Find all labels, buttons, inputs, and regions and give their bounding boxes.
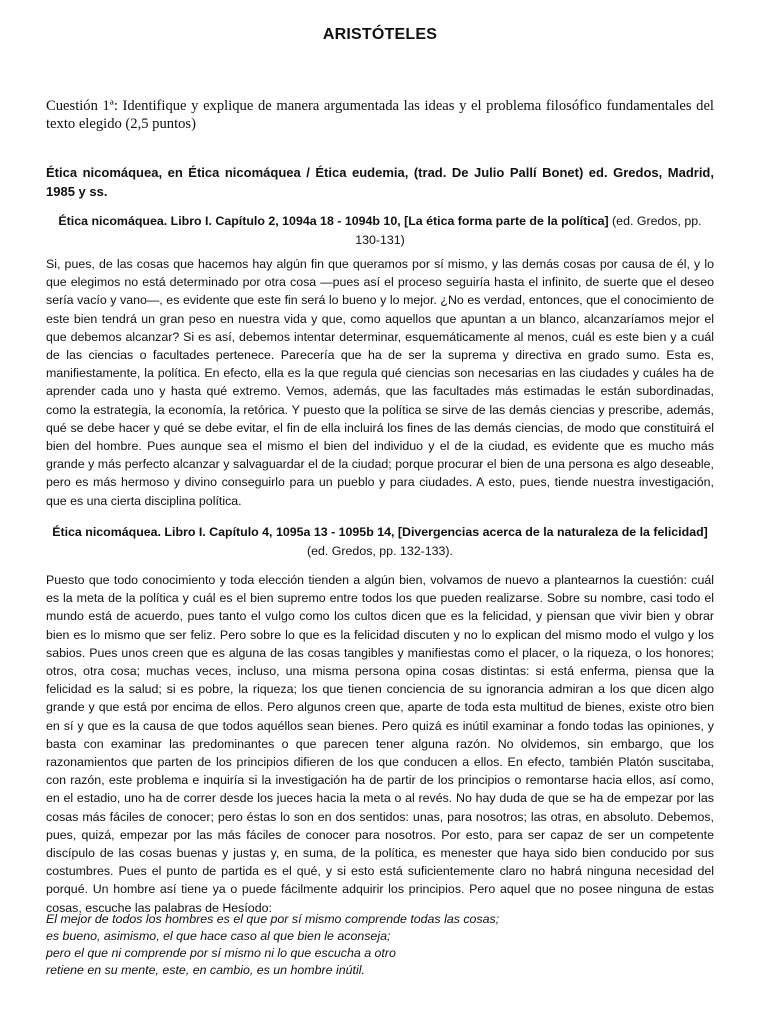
section1-heading-ref: (ed. Gredos, pp. 130-131): [355, 214, 702, 247]
bibliography-reference: Ética nicomáquea, en Ética nicomáquea / Ética eudemia, (trad. De Julio Pallí Bonet) ed. Gredos, Madrid, 1985 y ss.: [46, 165, 714, 199]
section1-heading: [46, 212, 714, 250]
section2-heading-title: Ética nicomáquea. Libro I. Capítulo 4, 1095a 13 - 1095b 14, [Divergencias acerca de la naturaleza de la felicidad]: [52, 525, 708, 539]
section2-paragraph: Puesto que todo conocimiento y toda elección tienden a algún bien, volvamos de nuevo a plantearnos la cuestión: cuál es la meta de la política y cuál es el bien supremo entre todos los que pueden realizarse. Sobre su nombre, casi todo el mundo está de acuerdo, pues tanto el vulgo como los cultos dicen que es la felicidad, y piensan que vivir bien y obrar bien es lo mismo que ser feliz. Pero sobre lo que es la felicidad discuten y no lo explican del mismo modo el vulgo y los sabios. Pues unos creen que es alguna de las cosas tangibles y manifiestas como el placer, o la riqueza, o los honores; otros, otra cosa; muchas veces, incluso, una misma persona opina cosas distintas: si está enferma, piensa que la felicidad es la salud; si es pobre, la riqueza; los que tienen conciencia de su ignorancia admiran a los que dicen algo grande y que está por encima de ellos. Pero algunos creen que, aparte de toda esta multitud de bienes, existe otro bien en sí y que es la causa de que todos aquéllos sean bienes. Pero quizá es inútil examinar a fondo todas las opiniones, y basta con examinar las predominantes o que parecen tener alguna razón. No olvidemos, sin embargo, que los razonamientos que parten de los principios difieren de los que conducen a ellos. En efecto, también Platón suscitaba, con razón, este problema e inquiría si la investigación ha de partir de los principios o remontarse hacia ellos, así como, en el estadio, uno ha de correr desde los jueces hacia la meta o al revés. No hay duda de que se ha de empezar por las cosas más fáciles de conocer; pero éstas lo son en dos sentidos: unas, para nosotros; las otras, en absoluto. Debemos, pues, quizá, empezar por las más fáciles de conocer para nosotros. Por esto, para ser capaz de ser un competente discípulo de las cosas buenas y justas y, en suma, de la política, es menester que haya sido bien conducido por sus costumbres. Pues el punto de partida es el qué, y si esto está suficientemente claro no habrá ninguna necesidad del porqué. Un hombre así tiene ya o puede fácilmente adquirir los principios. Pero aquel que no posee ninguna de estas cosas, escuche las palabras de Hesíodo:: [46, 573, 714, 915]
verse-line: El mejor de todos los hombres es el que por sí mismo comprende todas las cosas;: [46, 912, 500, 926]
verse-line: retiene en su mente, este, en cambio, es un hombre inútil.: [46, 963, 365, 977]
hesiod-verse: [46, 911, 714, 979]
section1-paragraph: Si, pues, de las cosas que hacemos hay algún fin que queramos por sí mismo, y las demás cosas por causa de él, y lo que elegimos no está determinado por otra cosa —pues así el proceso seguiría hasta el infinito, de suerte que el deseo sería vacío y vano—, es evidente que este fin será lo bueno y lo mejor. ¿No es verdad, entonces, que el conocimiento de este bien tendrá un gran peso en nuestra vida y que, como aquellos que apuntan a un blanco, alcanzaríamos mejor el que debemos alcanzar? Si es así, debemos intentar determinar, esquemáticamente al menos, cuál es este bien y a cuál de las ciencias o facultades pertenece. Parecería que ha de ser la suprema y directiva en grado sumo. Esta es, manifiestamente, la política. En efecto, ella es la que regula qué ciencias son necesarias en las ciudades y cuáles ha de aprender cada uno y hasta qué extremo. Vemos, además, que las facultades más estimadas le están subordinadas, como la estrategia, la economía, la retórica. Y puesto que la política se sirve de las demás ciencias y prescribe, además, qué se debe hacer y qué se debe evitar, el fin de ella incluirá los fines de las demás ciencias, de modo que constituirá el bien del hombre. Pues aunque sea el mismo el bien del individuo y el de la ciudad, es evidente que es mucho más grande y más perfecto alcanzar y salvaguardar el de la ciudad; porque procurar el bien de una persona es algo deseable, pero es más hermoso y divino conseguirlo para un pueblo y para ciudades. A esto, pues, tiende nuestra investigación, que es una cierta disciplina política.: [46, 257, 714, 508]
verse-line: pero el que ni comprende por sí mismo ni lo que escucha a otro: [46, 946, 396, 960]
section2-heading: [46, 523, 714, 561]
section2-heading-ref: (ed. Gredos, pp. 132-133).: [306, 544, 454, 558]
question-prompt: Cuestión 1ª: Identifique y explique de manera argumentada las ideas y el problema filosófico fundamentales del texto elegido (2,5 puntos): [46, 98, 714, 132]
verse-line: es bueno, asimismo, el que hace caso al que bien le aconseja;: [46, 929, 391, 943]
page-title: ARISTÓTELES: [322, 26, 438, 43]
section1-heading-title: Ética nicomáquea. Libro I. Capítulo 2, 1094a 18 - 1094b 10, [La ética forma parte de la política]: [58, 214, 609, 228]
